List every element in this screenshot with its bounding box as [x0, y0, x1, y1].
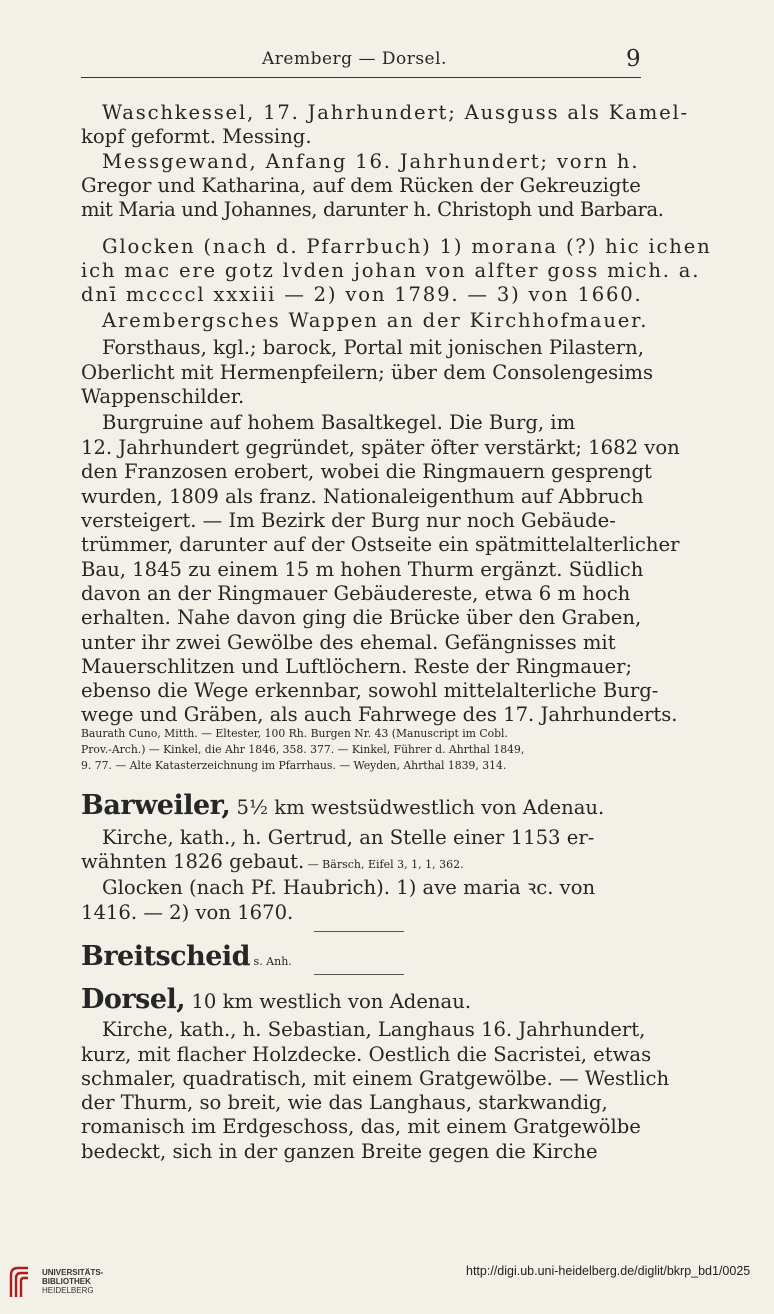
place-name: Breitscheid: [81, 941, 251, 972]
text-line: versteigert. — Im Bezirk der Burg nur noch Gebäude-: [81, 509, 616, 532]
text-line: kopf geformt. Messing.: [81, 125, 312, 148]
text-line: mit Maria und Johannes, darunter h. Christoph und Barbara.: [81, 198, 664, 221]
text-line: Bau, 1845 zu einem 15 m hohen Thurm ergänzt. Südlich: [81, 558, 644, 581]
page-number: 9: [626, 46, 641, 72]
section-divider: [314, 931, 404, 932]
text-line: der Thurm, so breit, wie das Langhaus, starkwandig,: [81, 1091, 608, 1114]
reference-inline: — Bärsch, Eifel 3, 1, 1, 362.: [304, 858, 464, 871]
cross-reference: s. Anh.: [250, 955, 292, 968]
reference-line: 9. 77. — Alte Katasterzeichnung im Pfarrhaus. — Weyden, Ahrthal 1839, 314.: [81, 759, 507, 772]
text-line: Kirche, kath., h. Sebastian, Langhaus 16. Jahrhundert,: [102, 1018, 646, 1041]
text-line: Arembergsches Wappen an der Kirchhofmauer.: [102, 309, 649, 332]
text-line: Gregor und Katharina, auf dem Rücken der Gekreuzigte: [81, 174, 641, 197]
library-logo-icon: [8, 1265, 32, 1299]
header-rule: [81, 77, 641, 78]
text-line: Oberlicht mit Hermenpfeilern; über dem Consolengesims: [81, 361, 654, 384]
text-line: ich mac ere gotz lvden johan von alfter goss mich. a.: [81, 259, 701, 282]
section-divider: [314, 974, 404, 975]
library-logo-text: [42, 1268, 103, 1295]
text-line: schmaler, quadratisch, mit einem Gratgewölbe. — Westlich: [81, 1067, 670, 1090]
place-distance: 5½ km westsüdwestlich von Adenau.: [230, 796, 605, 819]
text-line: kurz, mit flacher Holzdecke. Oestlich die Sacristei, etwas: [81, 1043, 652, 1066]
logo-line: BIBLIOTHEK: [42, 1277, 91, 1286]
text-line: Burgruine auf hohem Basaltkegel. Die Burg, im: [102, 411, 576, 434]
text-line: Kirche, kath., h. Gertrud, an Stelle einer 1153 er-: [102, 826, 595, 849]
text-line: wege und Gräben, als auch Fahrwege des 17. Jahrhunderts.: [81, 703, 678, 726]
entry-heading-barweiler: [81, 791, 641, 823]
text-line: erhalten. Nahe davon ging die Brücke über den Graben,: [81, 606, 642, 629]
text-line: Mauerschlitzen und Luftlöchern. Reste der Ringmauer;: [81, 655, 633, 678]
text-line: Glocken (nach Pf. Haubrich). 1) ave maria ꝛc. von: [102, 876, 596, 899]
text-line: 12. Jahrhundert gegründet, später öfter verstärkt; 1682 von: [81, 436, 680, 459]
text-line: unter ihr zwei Gewölbe des ehemal. Gefängnisses mit: [81, 631, 616, 654]
place-distance: 10 km westlich von Adenau.: [185, 990, 472, 1013]
text-line: trümmer, darunter auf der Ostseite ein spätmittelalterlicher: [81, 533, 680, 556]
entry-heading-breitscheid: [81, 942, 641, 977]
text-line: wurden, 1809 als franz. Nationaleigenthum auf Abbruch: [81, 485, 644, 508]
text-line: den Franzosen erobert, wobei die Ringmauern gesprengt: [81, 460, 652, 483]
text-line: davon an der Ringmauer Gebäudereste, etwa 6 m hoch: [81, 582, 631, 605]
entry-heading-dorsel: [81, 985, 641, 1017]
logo-line: HEIDELBERG: [42, 1286, 94, 1295]
running-header: Aremberg — Dorsel.: [262, 49, 447, 69]
text-line: bedeckt, sich in der ganzen Breite gegen die Kirche: [81, 1140, 598, 1163]
place-name: Barweiler,: [81, 790, 231, 821]
text-line: dnī mccccl xxxiii — 2) von 1789. — 3) von 1660.: [81, 283, 643, 306]
reference-line: Baurath Cuno, Mitth. — Eltester, 100 Rh. Burgen Nr. 43 (Manuscript im Cobl.: [81, 727, 508, 740]
source-url[interactable]: http://digi.ub.uni-heidelberg.de/diglit/bkrp_bd1/0025: [466, 1264, 751, 1278]
text-line: [81, 850, 641, 877]
text-main: wähnten 1826 gebaut.: [81, 850, 305, 873]
text-line: Glocken (nach d. Pfarrbuch) 1) morana (?) hic ichen: [102, 235, 712, 258]
text-line: ebenso die Wege erkennbar, sowohl mittelalterliche Burg-: [81, 679, 659, 702]
logo-line: UNIVERSITÄTS-: [42, 1268, 104, 1277]
text-line: Messgewand, Anfang 16. Jahrhundert; vorn h.: [102, 150, 640, 173]
text-line: Waschkessel, 17. Jahrhundert; Ausguss als Kamel-: [102, 101, 689, 124]
reference-line: Prov.-Arch.) — Kinkel, die Ahr 1846, 358. 377. — Kinkel, Führer d. Ahrthal 1849,: [81, 743, 525, 756]
text-line: Wappenschilder.: [81, 385, 245, 408]
place-name: Dorsel,: [81, 984, 186, 1015]
text-line: 1416. — 2) von 1670.: [81, 901, 294, 924]
text-line: Forsthaus, kgl.; barock, Portal mit jonischen Pilastern,: [102, 336, 645, 359]
text-line: romanisch im Erdgeschoss, das, mit einem Gratgewölbe: [81, 1115, 641, 1138]
